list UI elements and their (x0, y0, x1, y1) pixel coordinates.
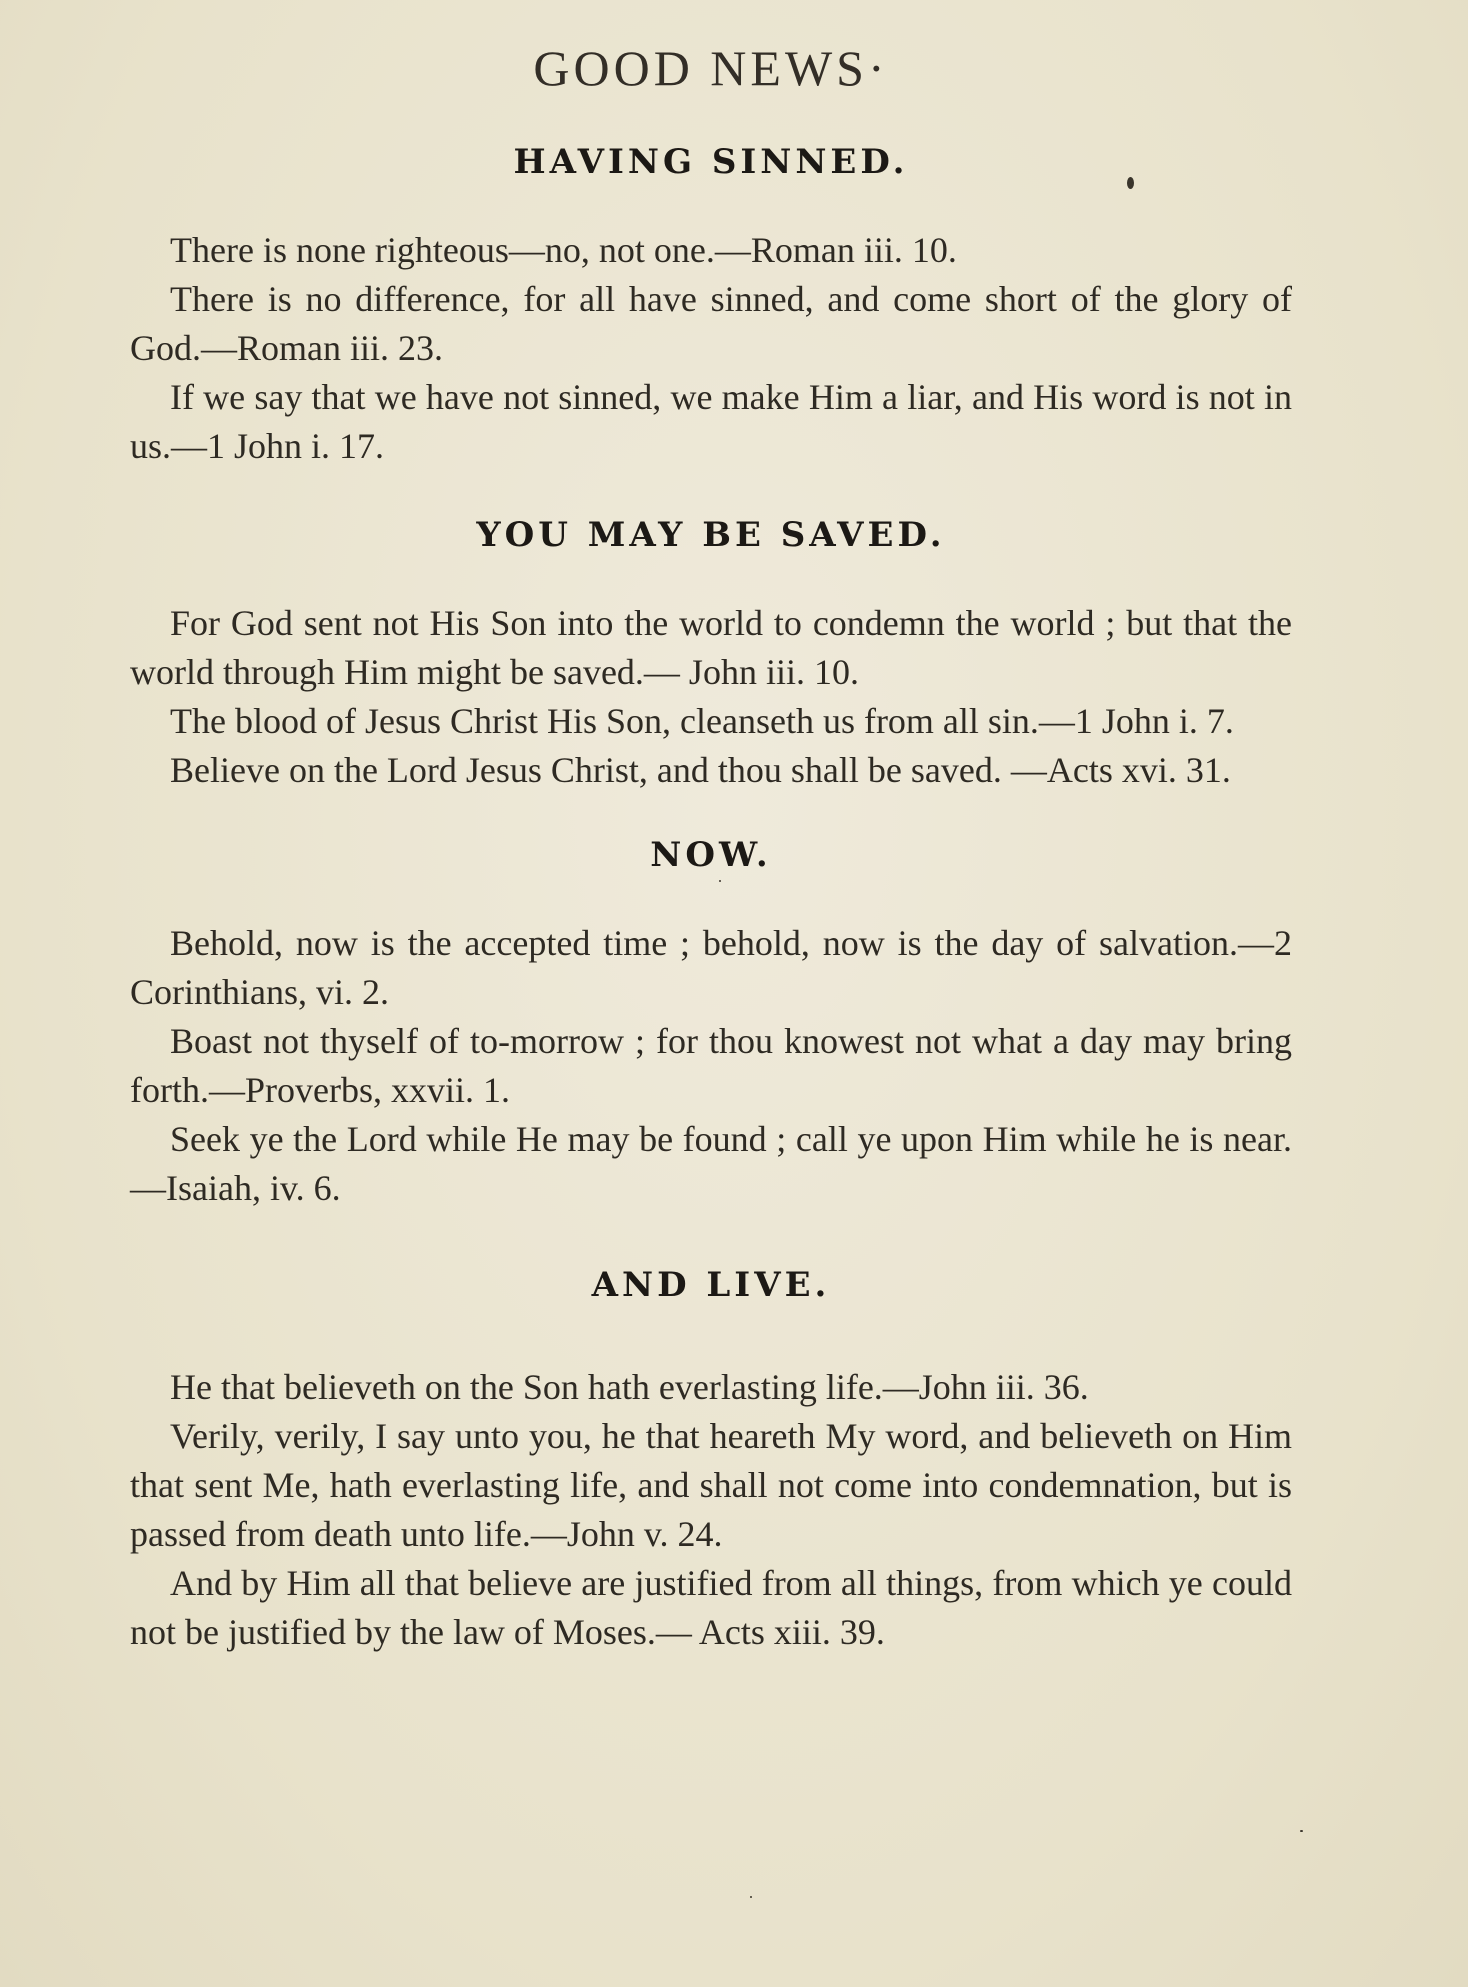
verse-entry: For God sent not His Son into the world to condemn the world ; but that the world through Him might be saved.— John iii. 10. (130, 603, 1292, 692)
verse-list (130, 1363, 1292, 1657)
section-heading: YOU MAY BE SAVED. (476, 515, 946, 555)
page (130, 38, 1292, 1657)
verse-list (130, 599, 1292, 795)
verse-entry: And by Him all that believe are justified from all things, from which ye could not be justified by the law of Moses.— Acts xiii. 39. (130, 1563, 1292, 1652)
section-you-may-be-saved (130, 515, 1292, 795)
verse-entry: He that believeth on the Son hath everlasting life.—John iii. 36. (170, 1367, 1089, 1407)
verse-entry: Verily, verily, I say unto you, he that heareth My word, and believeth on Him that sent Me, hath everlasting life, and shall not come into condemnation, but is passed from death unto life.—John v. 24. (130, 1416, 1292, 1554)
verse-entry: The blood of Jesus Christ His Son, cleanseth us from all sin.—1 John i. 7. (170, 701, 1234, 741)
ink-speck (750, 1896, 752, 1898)
section-having-sinned (130, 142, 1292, 471)
verse-entry: There is no difference, for all have sinned, and come short of the glory of God.—Roman iii. 23. (130, 279, 1292, 368)
ink-speck (1300, 1830, 1303, 1832)
verse-entry: There is none righteous—no, not one.—Roman iii. 10. (170, 230, 957, 270)
verse-entry: If we say that we have not sinned, we make Him a liar, and His word is not in us.—1 John i. 17. (130, 377, 1292, 466)
verse-list (130, 919, 1292, 1213)
section-heading: AND LIVE. (591, 1265, 831, 1305)
ink-speck (719, 880, 721, 882)
page-title: GOOD NEWS· (533, 40, 889, 96)
verse-entry: Seek ye the Lord while He may be found ; call ye upon Him while he is near.—Isaiah, iv. 6. (130, 1119, 1292, 1208)
verse-entry: Believe on the Lord Jesus Christ, and thou shall be saved. —Acts xvi. 31. (170, 750, 1231, 790)
verse-entry: Behold, now is the accepted time ; behold, now is the day of salvation.—2 Corinthians, vi. 2. (130, 923, 1292, 1012)
verse-list (130, 226, 1292, 471)
section-heading: HAVING SINNED. (513, 142, 909, 182)
section-and-live (130, 1265, 1292, 1657)
verse-entry: Boast not thyself of to-morrow ; for thou knowest not what a day may bring forth.—Proverbs, xxvii. 1. (130, 1021, 1292, 1110)
section-now (130, 835, 1292, 1213)
ink-speck (1127, 177, 1134, 189)
section-heading: NOW. (650, 835, 772, 875)
